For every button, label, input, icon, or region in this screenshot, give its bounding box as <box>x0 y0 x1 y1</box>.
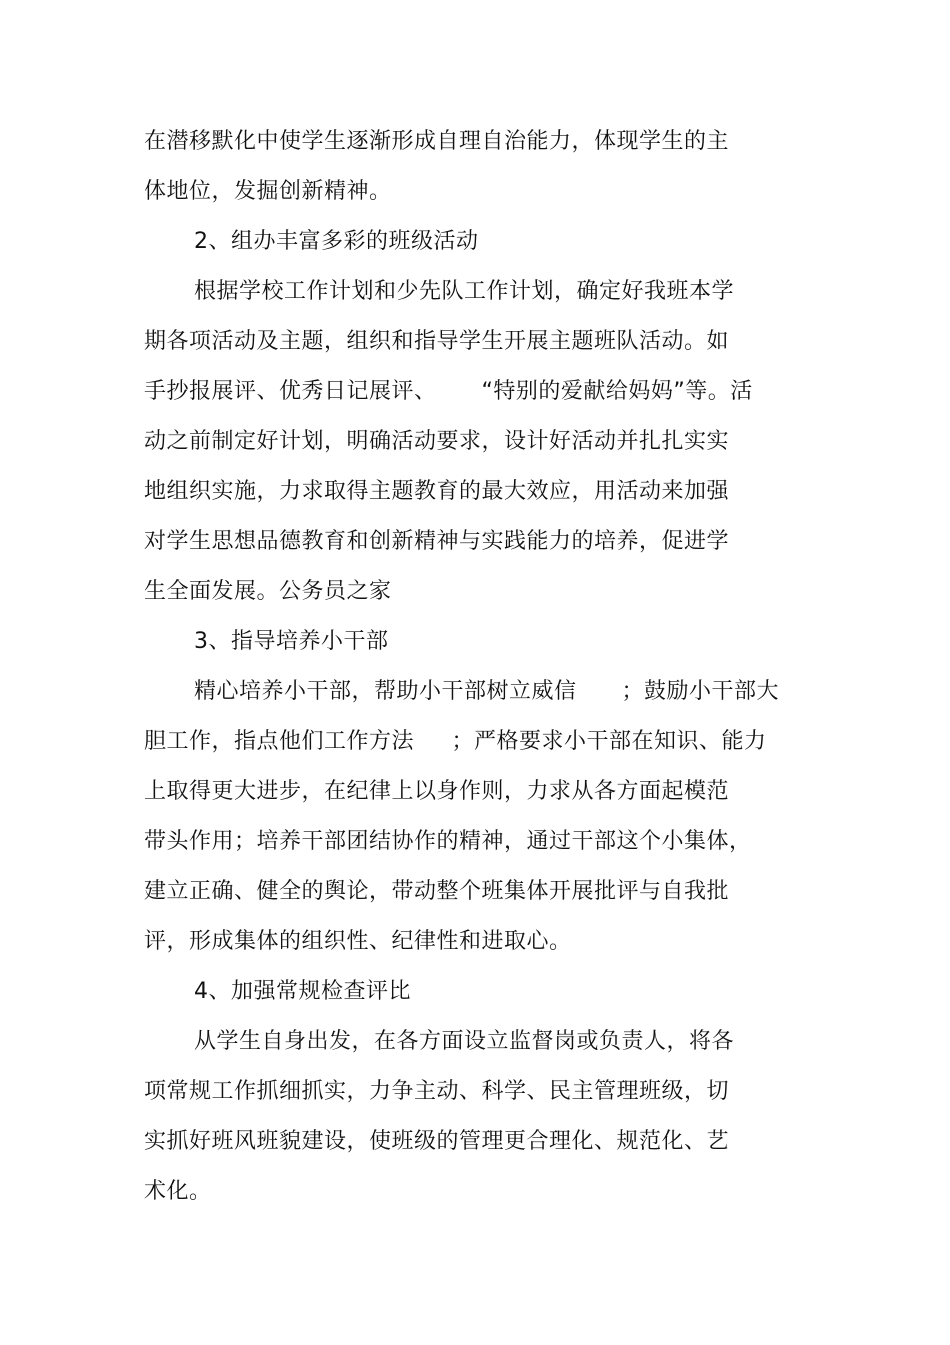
paragraph-line: 期各项活动及主题，组织和指导学生开展主题班队活动。如 <box>144 329 730 354</box>
paragraph-line: 实抓好班风班貌建设，使班级的管理更合理化、规范化、艺 <box>144 1129 730 1154</box>
paragraph-line: 在潜移默化中使学生逐渐形成自理自治能力，体现学生的主 <box>144 129 730 154</box>
paragraph-line: 从学生自身出发，在各方面设立监督岗或负责人，将各 <box>194 1029 735 1054</box>
paragraph-line: 对学生思想品德教育和创新精神与实践能力的培养，促进学 <box>144 529 730 554</box>
paragraph-line: 精心培养小干部，帮助小干部树立威信 ；鼓励小干部大 <box>194 679 779 704</box>
paragraph-line: 动之前制定好计划，明确活动要求，设计好活动并扎扎实实 <box>144 429 730 454</box>
paragraph-line: 地组织实施，力求取得主题教育的最大效应，用活动来加强 <box>144 479 730 504</box>
paragraph-line: 评，形成集体的组织性、纪律性和进取心。 <box>144 929 572 954</box>
section-heading: 4、加强常规检查评比 <box>194 979 411 1004</box>
paragraph-line: 生全面发展。公务员之家 <box>144 579 392 604</box>
paragraph-line: 带头作用；培养干部团结协作的精神，通过干部这个小集体， <box>144 829 752 854</box>
paragraph-line: 项常规工作抓细抓实，力争主动、科学、民主管理班级，切 <box>144 1079 730 1104</box>
paragraph-line: 手抄报展评、优秀日记展评、 “特别的爱献给妈妈”等。活 <box>144 379 753 404</box>
paragraph-line: 胆工作，指点他们工作方法 ；严格要求小干部在知识、能力 <box>144 729 767 754</box>
paragraph-line: 术化。 <box>144 1179 212 1204</box>
section-heading: 2、组办丰富多彩的班级活动 <box>194 229 479 254</box>
section-heading: 3、指导培养小干部 <box>194 629 389 654</box>
paragraph-line: 上取得更大进步，在纪律上以身作则，力求从各方面起模范 <box>144 779 730 804</box>
paragraph-line: 根据学校工作计划和少先队工作计划，确定好我班本学 <box>194 279 735 304</box>
paragraph-line: 建立正确、健全的舆论，带动整个班集体开展批评与自我批 <box>144 879 730 904</box>
paragraph-line: 体地位，发掘创新精神。 <box>144 179 392 204</box>
